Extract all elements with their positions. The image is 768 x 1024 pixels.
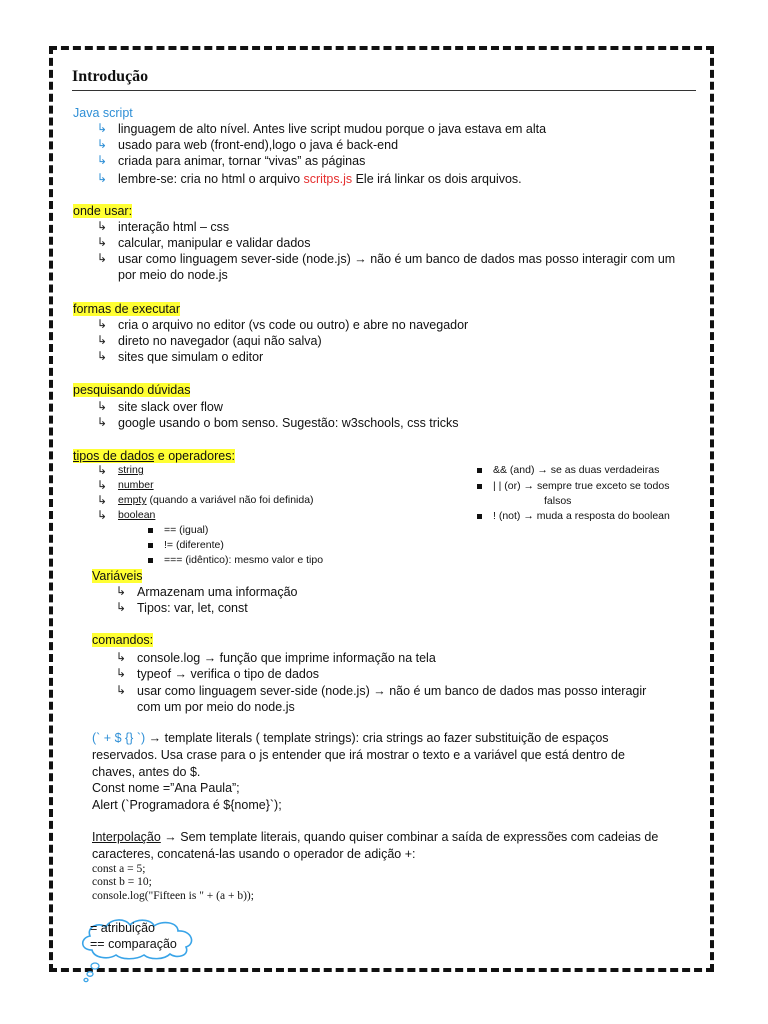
bullet-arrow-icon: ↳ xyxy=(97,463,108,477)
code-line: const b = 10; xyxy=(92,876,152,888)
bullet-arrow-icon: ↳ xyxy=(97,493,108,507)
template-literals-line: (` + $ {} `) → template literals ( template strings): cria strings ao fazer substituição de espaços xyxy=(92,731,609,745)
square-bullet-icon xyxy=(148,528,153,533)
list-item: site slack over flow xyxy=(118,400,223,414)
operator-item: ! (not) → muda a resposta do boolean xyxy=(493,510,670,522)
interpolacao-title: Interpolação xyxy=(92,830,161,844)
square-bullet-icon xyxy=(148,543,153,548)
bullet-arrow-icon: ↳ xyxy=(97,121,108,135)
bullet-arrow-icon: ↳ xyxy=(97,317,108,331)
bullet-arrow-icon: ↳ xyxy=(97,251,108,265)
type-item: string xyxy=(118,464,144,476)
bullet-arrow-icon: ↳ xyxy=(97,137,108,151)
bullet-arrow-icon: ↳ xyxy=(97,153,108,167)
list-item: sites que simulam o editor xyxy=(118,350,264,364)
list-item: interação html – css xyxy=(118,220,230,234)
list-item: console.log → função que imprime informação na tela xyxy=(137,651,436,665)
bullet-arrow-icon: ↳ xyxy=(97,415,108,429)
operator-item-continuation: falsos xyxy=(544,495,572,507)
section-title-formas: formas de executar xyxy=(73,302,180,316)
operator-item: && (and) → se as duas verdadeiras xyxy=(493,464,660,476)
type-item: boolean xyxy=(118,509,156,521)
square-bullet-icon xyxy=(477,514,482,519)
bullet-arrow-icon: ↳ xyxy=(97,478,108,492)
operator-item: | | (or) → sempre true exceto se todos xyxy=(493,480,670,492)
cloud-text-comparacao: == comparação xyxy=(90,937,177,951)
code-line: const a = 5; xyxy=(92,863,146,875)
bullet-arrow-icon: ↳ xyxy=(97,508,108,522)
paragraph-line: caracteres, concatená-las usando o operador de adição +: xyxy=(92,847,416,861)
list-item: usar como linguagem sever-side (node.js) → não é um banco de dados mas posso interagir com um xyxy=(118,252,676,266)
cloud-text-atribuicao: = atribuição xyxy=(90,921,155,935)
list-item: criada para animar, tornar “vivas” as páginas xyxy=(118,154,366,168)
bullet-arrow-icon: ↳ xyxy=(116,650,127,664)
type-item: empty (quando a variável não foi definida) xyxy=(118,494,314,506)
paragraph-line: reservados. Usa crase para o js entender que irá mostrar o texto e a variável que está dentro de xyxy=(92,748,625,762)
list-item-continuation: com um por meio do node.js xyxy=(137,700,295,714)
list-item-text: Ele irá linkar os dois arquivos. xyxy=(352,172,522,186)
list-item: google usando o bom senso. Sugestão: w3schools, css tricks xyxy=(118,416,459,430)
list-item-continuation: por meio do node.js xyxy=(118,268,228,282)
bullet-arrow-icon: ↳ xyxy=(116,584,127,598)
section-title-onde-usar: onde usar: xyxy=(73,204,133,218)
list-item: linguagem de alto nível. Antes live script mudou porque o java estava em alta xyxy=(118,122,547,136)
list-item-text: lembre-se: cria no html o arquivo xyxy=(118,172,304,186)
template-syntax: (` + $ {} `) xyxy=(92,731,146,745)
page-title: Introdução xyxy=(72,68,696,91)
list-item: calcular, manipular e validar dados xyxy=(118,236,311,250)
filename-highlight: scritps.js xyxy=(303,172,353,186)
section-title-tipos: tipos de dados e operadores: xyxy=(73,449,235,463)
square-bullet-icon xyxy=(477,468,482,473)
comparison-item: === (idêntico): mesmo valor e tipo xyxy=(164,554,324,566)
code-line: console.log("Fifteen is " + (a + b)); xyxy=(92,890,254,902)
bullet-arrow-icon: ↳ xyxy=(116,683,127,697)
comparison-item: == (igual) xyxy=(164,524,209,536)
list-item: Tipos: var, let, const xyxy=(137,601,248,615)
list-item: cria o arquivo no editor (vs code ou outro) e abre no navegador xyxy=(118,318,469,332)
bullet-arrow-icon: ↳ xyxy=(116,666,127,680)
section-title-javascript: Java script xyxy=(73,106,133,120)
code-example-line: Const nome =”Ana Paula”; xyxy=(92,781,240,795)
interpolacao-line: Interpolação → Sem template literais, quando quiser combinar a saída de expressões com cadeias de xyxy=(92,830,659,844)
bullet-arrow-icon: ↳ xyxy=(97,235,108,249)
bullet-arrow-icon: ↳ xyxy=(97,399,108,413)
bullet-arrow-icon: ↳ xyxy=(97,333,108,347)
square-bullet-icon xyxy=(148,558,153,563)
bullet-arrow-icon: ↳ xyxy=(97,171,108,185)
list-item: Armazenam uma informação xyxy=(137,585,298,599)
bullet-arrow-icon: ↳ xyxy=(97,349,108,363)
comparison-item: != (diferente) xyxy=(164,539,224,551)
section-title-variaveis: Variáveis xyxy=(92,569,143,583)
list-item: usado para web (front-end),logo o java é back-end xyxy=(118,138,399,152)
cloud-tail-icon xyxy=(82,962,102,984)
bullet-arrow-icon: ↳ xyxy=(116,600,127,614)
section-title-comandos: comandos: xyxy=(92,633,154,647)
section-title-pesquisando: pesquisando dúvidas xyxy=(73,383,191,397)
type-item: number xyxy=(118,479,154,491)
list-item xyxy=(118,171,522,187)
list-item: typeof → verifica o tipo de dados xyxy=(137,667,320,681)
list-item: usar como linguagem sever-side (node.js) → não é um banco de dados mas posso interagir xyxy=(137,684,647,698)
paragraph-line: chaves, antes do $. xyxy=(92,765,201,779)
bullet-arrow-icon: ↳ xyxy=(97,219,108,233)
code-example-line: Alert (`Programadora é ${nome}`); xyxy=(92,798,282,812)
square-bullet-icon xyxy=(477,484,482,489)
list-item: direto no navegador (aqui não salva) xyxy=(118,334,322,348)
